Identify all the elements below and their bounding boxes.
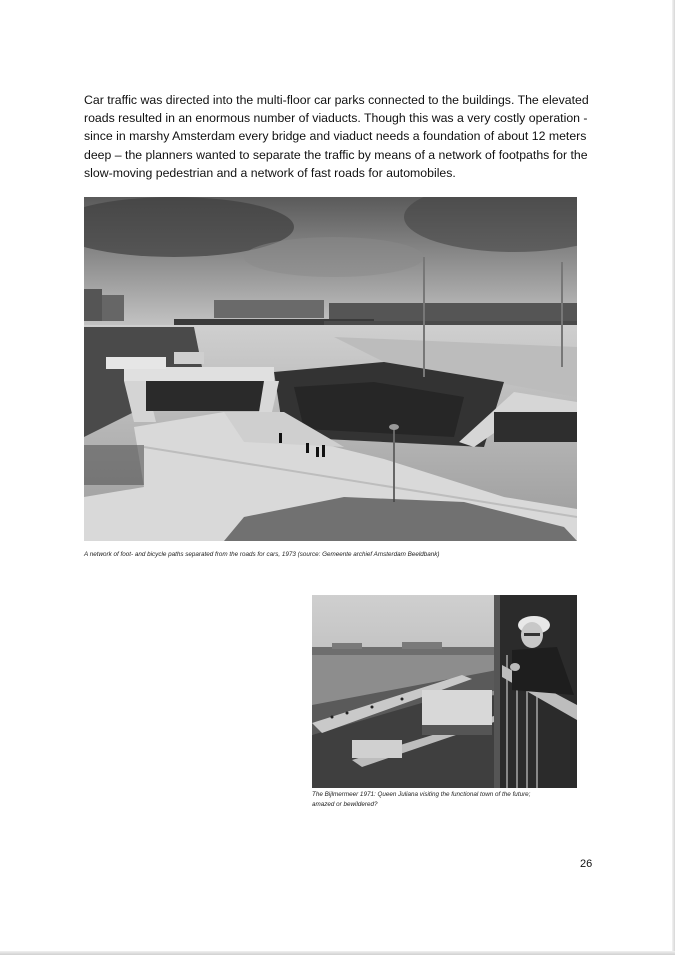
page-bottom-shadow — [0, 951, 675, 955]
page-number: 26 — [580, 858, 593, 870]
figure2-caption-line2: amazed or bewildered? — [312, 800, 378, 808]
figure2-caption-line1: The Bijlmermeer 1971: Queen Juliana visiting the functional town of the future; — [312, 791, 531, 798]
figure2-caption — [312, 790, 587, 809]
body-paragraph: Car traffic was directed into the multi-floor car parks connected to the buildings. The elevated roads resulted in an enormous number of viaducts. Though this was a very costly operation - since in marshy Amsterdam every bridge and viaduct needs a foundation of about 12 meters deep – the planners wanted to separate the traffic by means of a network of footpaths for the slow-moving pedestrian and a network of fast roads for automobiles. — [84, 93, 589, 180]
photo-queen-balcony — [312, 595, 577, 788]
photo-viaduct-footpaths — [84, 197, 577, 541]
figure1-caption: A network of foot- and bicycle paths separated from the roads for cars, 1973 (source: Gemeente archief Amsterdam Beeldbank) — [84, 551, 440, 558]
